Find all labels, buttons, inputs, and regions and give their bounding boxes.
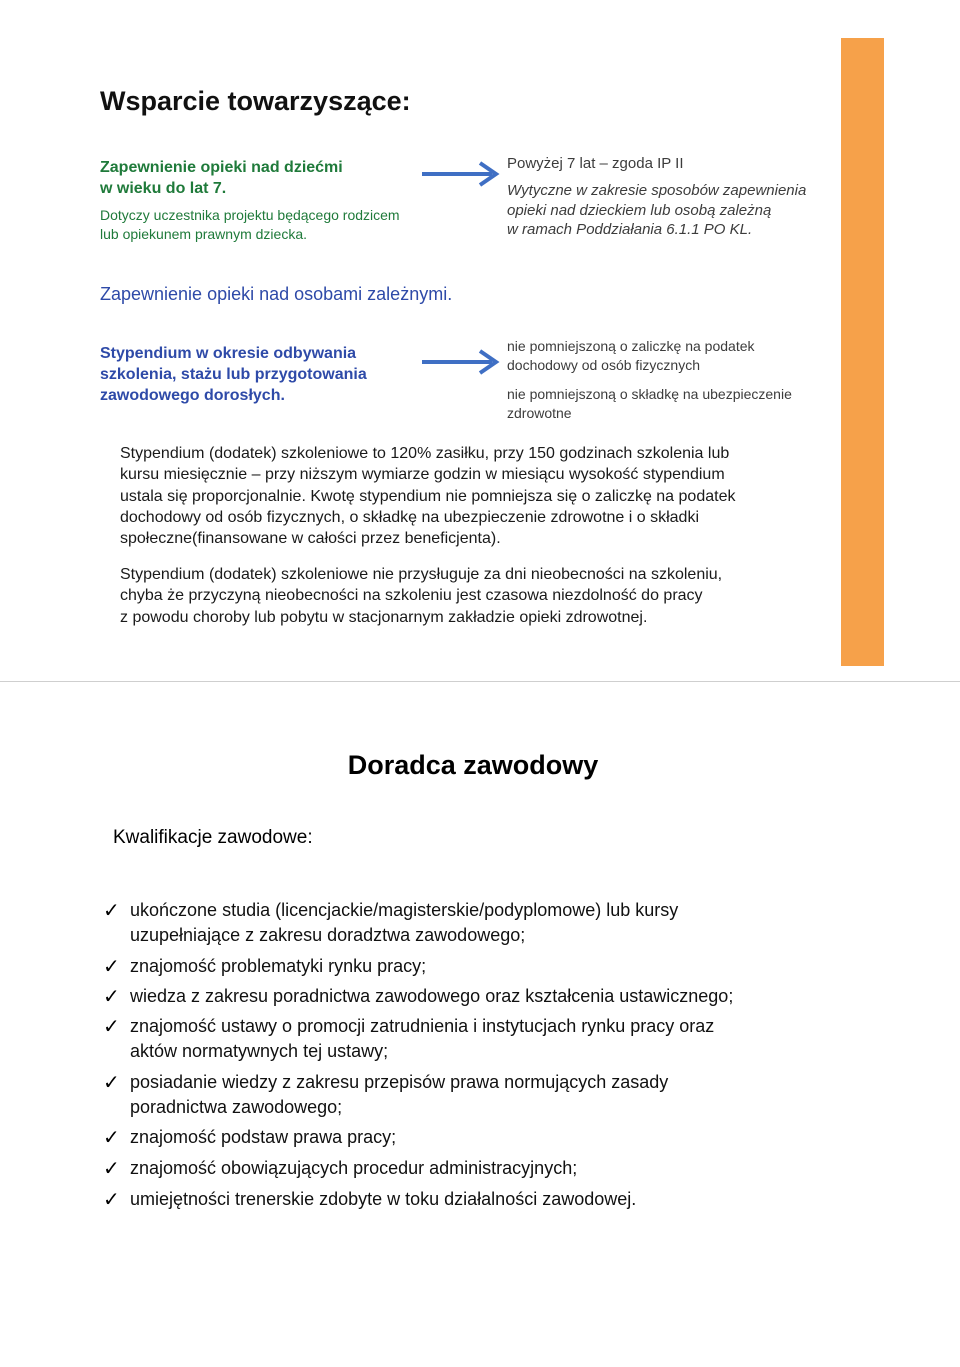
checkmark-icon: ✓	[103, 900, 120, 922]
orange-accent-bar	[841, 38, 884, 666]
checkmark-icon: ✓	[103, 1158, 120, 1180]
checkmark-icon: ✓	[103, 956, 120, 978]
page-title: Wsparcie towarzyszące:	[100, 86, 411, 116]
arrow-right-icon	[420, 160, 502, 188]
dependent-care-heading: Zapewnienie opieki nad osobami zależnymi.	[100, 284, 453, 304]
childcare-guidelines: Wytyczne w zakresie sposobów zapewnienia opieki nad dzieckiem lub osobą zależną w ramach Poddziałania 6.1.1 PO KL.	[507, 182, 807, 238]
tax-note: nie pomniejszoną o zaliczkę na podatek dochodowy od osób fizycznych	[507, 338, 755, 373]
insurance-note: nie pomniejszoną o składkę na ubezpieczenie zdrowotne	[507, 386, 792, 421]
page-divider	[0, 681, 960, 682]
childcare-note: Dotyczy uczestnika projektu będącego rodzicem lub opiekunem prawnym dziecka.	[100, 207, 400, 242]
absence-paragraph: Stypendium (dodatek) szkoleniowe nie przysługuje za dni nieobecności na szkoleniu, chyba że przyczyną nieobecności na szkoleniu jest czasowa niezdolność do pracy z powodu choroby lub pobytu w stacjonarnym zakładzie opieki zdrowotnej.	[120, 566, 723, 626]
scholarship-paragraph: Stypendium (dodatek) szkoleniowe to 120% zasiłku, przy 150 godzinach szkolenia lub kursu miesięcznie – przy niższym wymiarze godzin w miesiącu wysokość stypendium ustala się proporcjonalnie. Kwotę stypendium nie pomniejsza się o zaliczkę na podatek dochodowy od osób fizycznych, o składkę na ubezpieczenie zdrowotne i o składki społeczne(finansowane w całości przez beneficjenta).	[120, 445, 736, 548]
section-title: Doradca zawodowy	[347, 750, 599, 780]
childcare-age-note: Powyżej 7 lat – zgoda IP II	[507, 155, 684, 172]
scholarship-heading: Stypendium w okresie odbywania szkolenia, stażu lub przygotowania zawodowego dorosłych.	[100, 345, 367, 404]
qualifications-heading: Kwalifikacje zawodowe:	[113, 827, 313, 848]
checkmark-icon: ✓	[103, 986, 120, 1008]
checkmark-icon: ✓	[103, 1072, 120, 1094]
arrow-right-icon	[420, 348, 502, 376]
checkmark-icon: ✓	[103, 1016, 120, 1038]
checkmark-icon: ✓	[103, 1189, 120, 1211]
childcare-heading: Zapewnienie opieki nad dziećmi w wieku do lat 7.	[100, 159, 343, 197]
checkmark-icon: ✓	[103, 1127, 120, 1149]
